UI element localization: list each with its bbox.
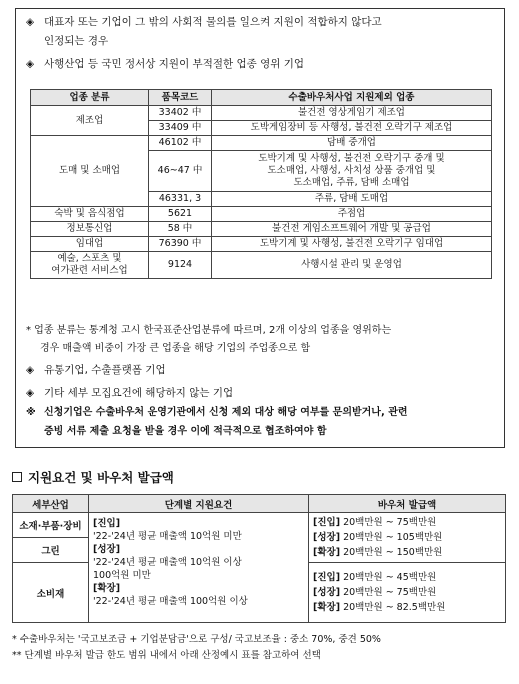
support-table — [12, 494, 506, 623]
excluded-industries-table — [30, 89, 492, 279]
stage-tag: [진입] — [313, 517, 341, 528]
item-text: 대표자 또는 기업이 그 밖의 사회적 물의를 일으켜 지원이 적합하지 않다고 — [44, 16, 382, 28]
header-desc: 수출바우처사업 지원제외 업종 — [212, 90, 492, 106]
stage-tag: [성장] — [313, 532, 341, 543]
code-cell: 33402 中 — [149, 106, 212, 121]
table-row — [31, 237, 492, 252]
footnote-2: ** 단계별 바우처 발급 한도 범위 내에서 아래 산정예시 표를 참고하여 선택 — [12, 650, 321, 661]
table-row — [31, 222, 492, 237]
amount-text: 20백만원 ~ 75백만원 — [340, 587, 437, 598]
reference-mark-icon: ※ — [26, 407, 36, 418]
amount-text: 20백만원 ~ 45백만원 — [340, 572, 437, 583]
amount-line — [313, 600, 501, 615]
category-cell: 임대업 — [31, 237, 149, 252]
amount-text: 20백만원 ~ 75백만원 — [340, 517, 437, 528]
notes-block — [26, 322, 494, 441]
diamond-bullet-icon: ◈ — [26, 58, 35, 70]
item-text: 유통기업, 수출플랫폼 기업 — [44, 364, 166, 376]
header-industry: 세부산업 — [13, 495, 89, 513]
code-cell: 76390 中 — [149, 237, 212, 252]
bullet-item-2 — [26, 55, 494, 74]
table-row — [31, 252, 492, 279]
category-line: 여가관련 서비스업 — [51, 265, 128, 276]
amount-line — [313, 515, 501, 530]
diamond-bullet-icon: ◈ — [26, 16, 35, 28]
stage-tag: [성장] — [93, 544, 121, 555]
desc-cell — [212, 151, 492, 192]
table-header-row — [13, 495, 506, 513]
amount-line — [313, 585, 501, 600]
desc-cell: 주류, 담배 도매업 — [212, 192, 492, 207]
bullet-item-3 — [26, 361, 494, 380]
eligibility-box — [15, 8, 505, 448]
table-row — [13, 513, 506, 538]
item-text-continued: 인정되는 경우 — [44, 35, 109, 47]
item-text: 사행산업 등 국민 정서상 지원이 부적절한 업종 영위 기업 — [44, 58, 304, 70]
stage-tag: [확장] — [313, 602, 341, 613]
table-row — [31, 136, 492, 151]
category-cell: 제조업 — [31, 106, 149, 136]
classification-note-continued — [26, 340, 494, 358]
code-cell: 5621 — [149, 207, 212, 222]
section-title-text: 지원요건 및 바우처 발급액 — [28, 470, 174, 485]
stage-tag: [진입] — [93, 518, 121, 529]
stage-tag: [확장] — [313, 547, 341, 558]
amount-line — [313, 530, 501, 545]
category-cell: 숙박 및 음식점업 — [31, 207, 149, 222]
classification-note — [26, 322, 494, 340]
note-text: 경우 매출액 비중이 가장 큰 업종을 해당 기업의 주업종으로 함 — [40, 343, 311, 354]
industry-cell: 소재·부품·장비 — [13, 513, 89, 538]
table-row — [31, 106, 492, 121]
desc-cell: 도박기계 및 사행성, 불건전 오락기구 임대업 — [212, 237, 492, 252]
diamond-bullet-icon: ◈ — [26, 387, 35, 399]
desc-cell: 도박게임장비 등 사행성, 불건전 오락기구 제조업 — [212, 121, 492, 136]
item-text: 기타 세부 모집요건에 해당하지 않는 기업 — [44, 387, 234, 399]
requirements-cell — [89, 513, 309, 623]
note-text: * 업종 분류는 통계청 고시 한국표준산업분류에 따르며, 2개 이상의 업종을 영위하는 — [26, 325, 392, 336]
req-line: '22-'24년 평균 매출액 100억원 이상 — [93, 596, 248, 607]
amount-cell — [309, 513, 506, 563]
reference-note — [26, 403, 494, 422]
desc-cell: 불건전 영상게임기 제조업 — [212, 106, 492, 121]
amount-line — [313, 545, 501, 560]
desc-line: 도박기계 및 사행성, 불건전 오락기구 중개 및 — [258, 153, 445, 164]
amount-cell — [309, 563, 506, 623]
desc-line: 도소매업, 사행성, 사치성 상품 중개업 및 — [267, 165, 436, 176]
square-bullet-icon — [12, 472, 22, 482]
amount-text: 20백만원 ~ 105백만원 — [340, 532, 443, 543]
code-cell: 46331, 3 — [149, 192, 212, 207]
code-cell: 58 中 — [149, 222, 212, 237]
header-code: 품목코드 — [149, 90, 212, 106]
req-line: '22-'24년 평균 매출액 10억원 미만 — [93, 531, 242, 542]
header-category: 업종 분류 — [31, 90, 149, 106]
amount-line — [313, 570, 501, 585]
footnote-1: * 수출바우처는 '국고보조금 + 기업분담금'으로 구성/ 국고보조율 : 중소 70%, 중견 50% — [12, 634, 381, 645]
req-line: 100억원 미만 — [93, 570, 151, 581]
category-line: 예술, 스포츠 및 — [57, 253, 122, 264]
note-text: 증빙 서류 제출 요청을 받을 경우 이에 적극적으로 협조하여야 함 — [44, 426, 327, 437]
amount-text: 20백만원 ~ 150백만원 — [340, 547, 443, 558]
code-cell: 46~47 中 — [149, 151, 212, 192]
code-cell: 9124 — [149, 252, 212, 279]
req-line: '22-'24년 평균 매출액 10억원 이상 — [93, 557, 242, 568]
industry-cell: 소비재 — [13, 563, 89, 623]
desc-cell: 사행시설 관리 및 운영업 — [212, 252, 492, 279]
section-title — [12, 468, 174, 486]
reference-note-continued — [26, 422, 494, 441]
header-amount: 바우처 발급액 — [309, 495, 506, 513]
header-requirements: 단계별 지원요건 — [89, 495, 309, 513]
stage-tag: [진입] — [313, 572, 341, 583]
stage-tag: [확장] — [93, 583, 121, 594]
table-row — [31, 207, 492, 222]
stage-tag: [성장] — [313, 587, 341, 598]
diamond-bullet-icon: ◈ — [26, 364, 35, 376]
bullet-item-4 — [26, 384, 494, 403]
category-cell — [31, 252, 149, 279]
desc-line: 도소매업, 주류, 담배 소매업 — [293, 177, 410, 188]
note-text: 신청기업은 수출바우처 운영기관에서 신청 제외 대상 해당 여부를 문의받거나, 관련 — [44, 407, 408, 418]
desc-cell: 주점업 — [212, 207, 492, 222]
code-cell: 33409 中 — [149, 121, 212, 136]
bullet-item-1 — [26, 13, 494, 32]
industry-cell: 그린 — [13, 538, 89, 563]
category-cell: 정보통신업 — [31, 222, 149, 237]
code-cell: 46102 中 — [149, 136, 212, 151]
table-header-row — [31, 90, 492, 106]
amount-text: 20백만원 ~ 82.5백만원 — [340, 602, 446, 613]
category-cell: 도매 및 소매업 — [31, 136, 149, 207]
desc-cell: 담배 중개업 — [212, 136, 492, 151]
desc-cell: 불건전 게임소프트웨어 개발 및 공급업 — [212, 222, 492, 237]
footnotes — [12, 632, 381, 664]
